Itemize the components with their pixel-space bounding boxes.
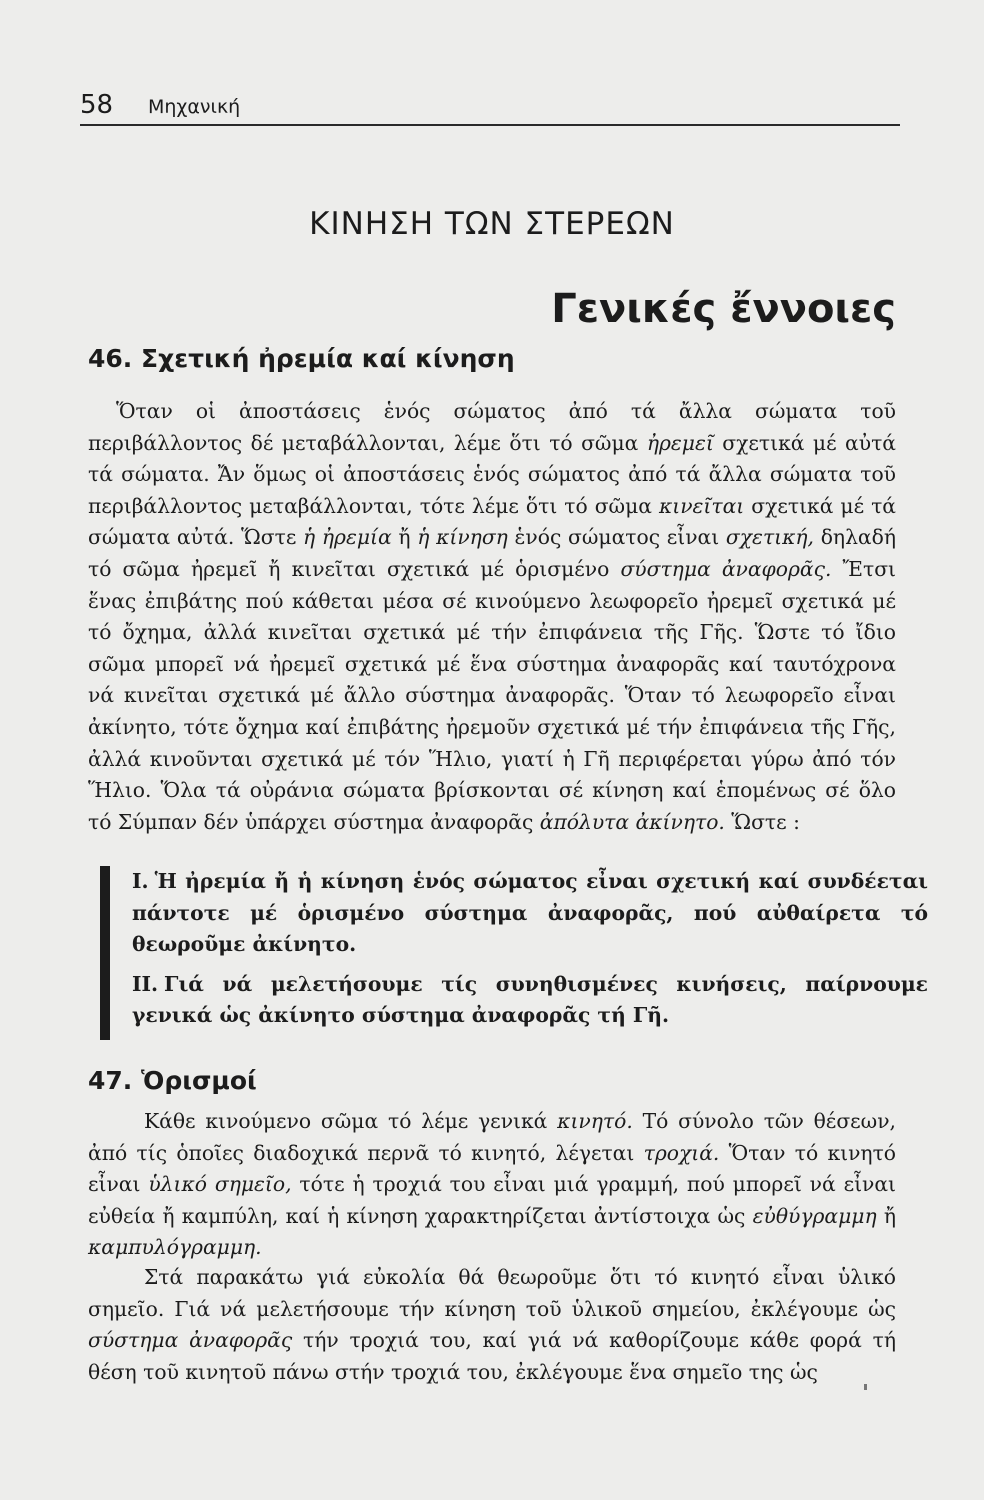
rule-text: Ἡ ἠρεμία ἤ ἡ κίνηση ἑνός σώματος εἶναι σχετική καί συνδέεται πάντοτε μέ ὁρισμένο σύστημα ἀναφορᾶς, πού αὐθαίρετα τό θεωροῦμε ἀκίνητο. [132,869,928,957]
chapter-title: ΚΙΝΗΣΗ ΤΩΝ ΣΤΕΡΕΩΝ [309,206,675,242]
emphasis: ἡ κίνηση [417,525,508,550]
running-title: Μηχανική [148,96,241,118]
emphasis: ἠρεμεῖ [646,430,714,455]
emphasis: καμπυλόγραμμη. [88,1235,262,1260]
emphasis: ἀπόλυτα ἀκίνητο. [539,809,725,834]
print-speck [864,1384,867,1390]
rule-number: II. [132,971,159,996]
section-47-paragraph-2 [88,1262,896,1388]
text-run: Ὅταν οἱ ἀποστάσεις ἑνός σώματος ἀπό τά ἄλλα σώματα τοῦ περιβάλλοντος δέ μεταβάλλονται, λέμε ὅτι τό σῶμα [88,399,896,455]
emphasis: σύστημα ἀναφορᾶς. [620,556,832,581]
text-run: ἤ [876,1203,896,1228]
emphasis: εὐθύγραμμη [752,1203,877,1228]
rule-1 [132,866,928,961]
text-run: σχετικά μέ αὐτά τά σώματα. Ἄν ὅμως οἱ ἀποστάσεις ἑνός σώματος ἀπό τά ἄλλα σώματα τοῦ περιβάλλοντος μεταβάλλονται, τότε λέμε ὅτι τό σῶμα [88,430,896,518]
section-46-paragraph [88,396,896,838]
section-47-heading: 47. Ὁρισμοί [88,1066,257,1095]
rule-text: Γιά νά μελετήσουμε τίς συνηθισμένες κινήσεις, παίρνουμε γενικά ὡς ἀκίνητο σύστημα ἀναφορᾶς τή Γῆ. [132,971,928,1028]
text-run: τήν τροχιά του, καί γιά νά καθορίζουμε κάθε φορά τή θέση τοῦ κινητοῦ πάνω στήν τροχιά του, ἐκλέγουμε ἕνα σημεῖο της ὡς [88,1328,896,1384]
emphasis: κινεῖται [658,493,745,518]
text-run: Τό σύνολο τῶν θέσεων, ἀπό τίς ὁποῖες διαδοχικά περνᾶ τό κινητό, λέγεται [88,1109,896,1165]
emphasis: σχετική, [725,525,815,550]
text-run: τότε ἡ τροχιά του εἶναι μιά γραμμή, πού μπορεῖ νά εἶναι εὐθεία ἤ καμπύλη, καί ἡ κίνηση χαρακτηρίζεται ἀντίστοιχα ὡς [88,1172,897,1228]
emphasis: ἡ ἠρεμία [303,525,392,550]
text-run: Στά παρακάτω γιά εὐκολία θά θεωροῦμε ὅτι τό κινητό εἶναι ὑλικό σημεῖο. Γιά νά μελετήσουμε τήν κίνηση τοῦ ὑλικοῦ σημείου, ἐκλέγουμε ὡς [88,1265,896,1321]
section-46-heading: 46. Σχετική ἠρεμία καί κίνηση [88,344,515,373]
text-run: δηλαδή τό σῶμα ἠρεμεῖ ἤ κινεῖται σχετικά μέ ὁρισμένο [88,525,896,581]
text-run: Ἔτσι ἕνας ἐπιβάτης πού κάθεται μέσα σέ κινούμενο λεωφορεῖο ἠρεμεῖ σχετικά μέ τό ὄχημα, ἀλλά κινεῖται σχετικά μέ τήν ἐπιφάνεια τῆς Γῆς. Ὥστε τό ἴδιο σῶμα μπορεῖ νά ἠρεμεῖ σχετικά μέ ἕνα σύστημα ἀναφορᾶς καί ταυτόχρονα νά κινεῖται σχετικά μέ ἄλλο σύστημα ἀναφορᾶς. Ὅταν τό λεωφορεῖο εἶναι ἀκίνητο, τότε ὄχημα καί ἐπιβάτης ἠρεμοῦν σχετικά μέ τήν ἐπιφάνεια τῆς Γῆς, ἀλλά κινοῦνται σχετικά μέ τόν Ἥλιο, γιατί ἡ Γῆ περιφέρεται γύρω ἀπό τόν Ἥλιο. Ὅλα τά οὐράνια σώματα βρίσκονται σέ κίνηση καί ἑπομένως σέ ὅλο τό Σύμπαν δέν ὑπάρχει σύστημα ἀναφορᾶς [88,556,896,834]
text-run: Κάθε κινούμενο σῶμα τό λέμε γενικά [144,1109,558,1133]
text-run: Ὥστε : [724,809,800,834]
section-title: Γενικές ἔννοιες [551,286,896,332]
emphasis: τροχιά. [643,1140,720,1165]
running-header [80,88,900,126]
text-run: ἑνός σώματος εἶναι [507,525,726,550]
text-run: Ὅταν τό κινητό εἶναι [88,1140,896,1197]
rule-number: I. [132,869,149,893]
emphasis: κινητό. [557,1109,633,1133]
section-47-paragraph-1 [88,1106,896,1264]
key-rules-box [100,866,928,1040]
text-run: σχετικά μέ τά σώματα αὐτά. Ὥστε [88,493,896,550]
text-run: ἤ [391,525,418,550]
page-number: 58 [80,90,114,120]
emphasis: σύστημα ἀναφορᾶς [88,1328,293,1353]
rule-2 [132,969,928,1032]
emphasis: ὑλικό σημεῖο, [148,1172,292,1197]
